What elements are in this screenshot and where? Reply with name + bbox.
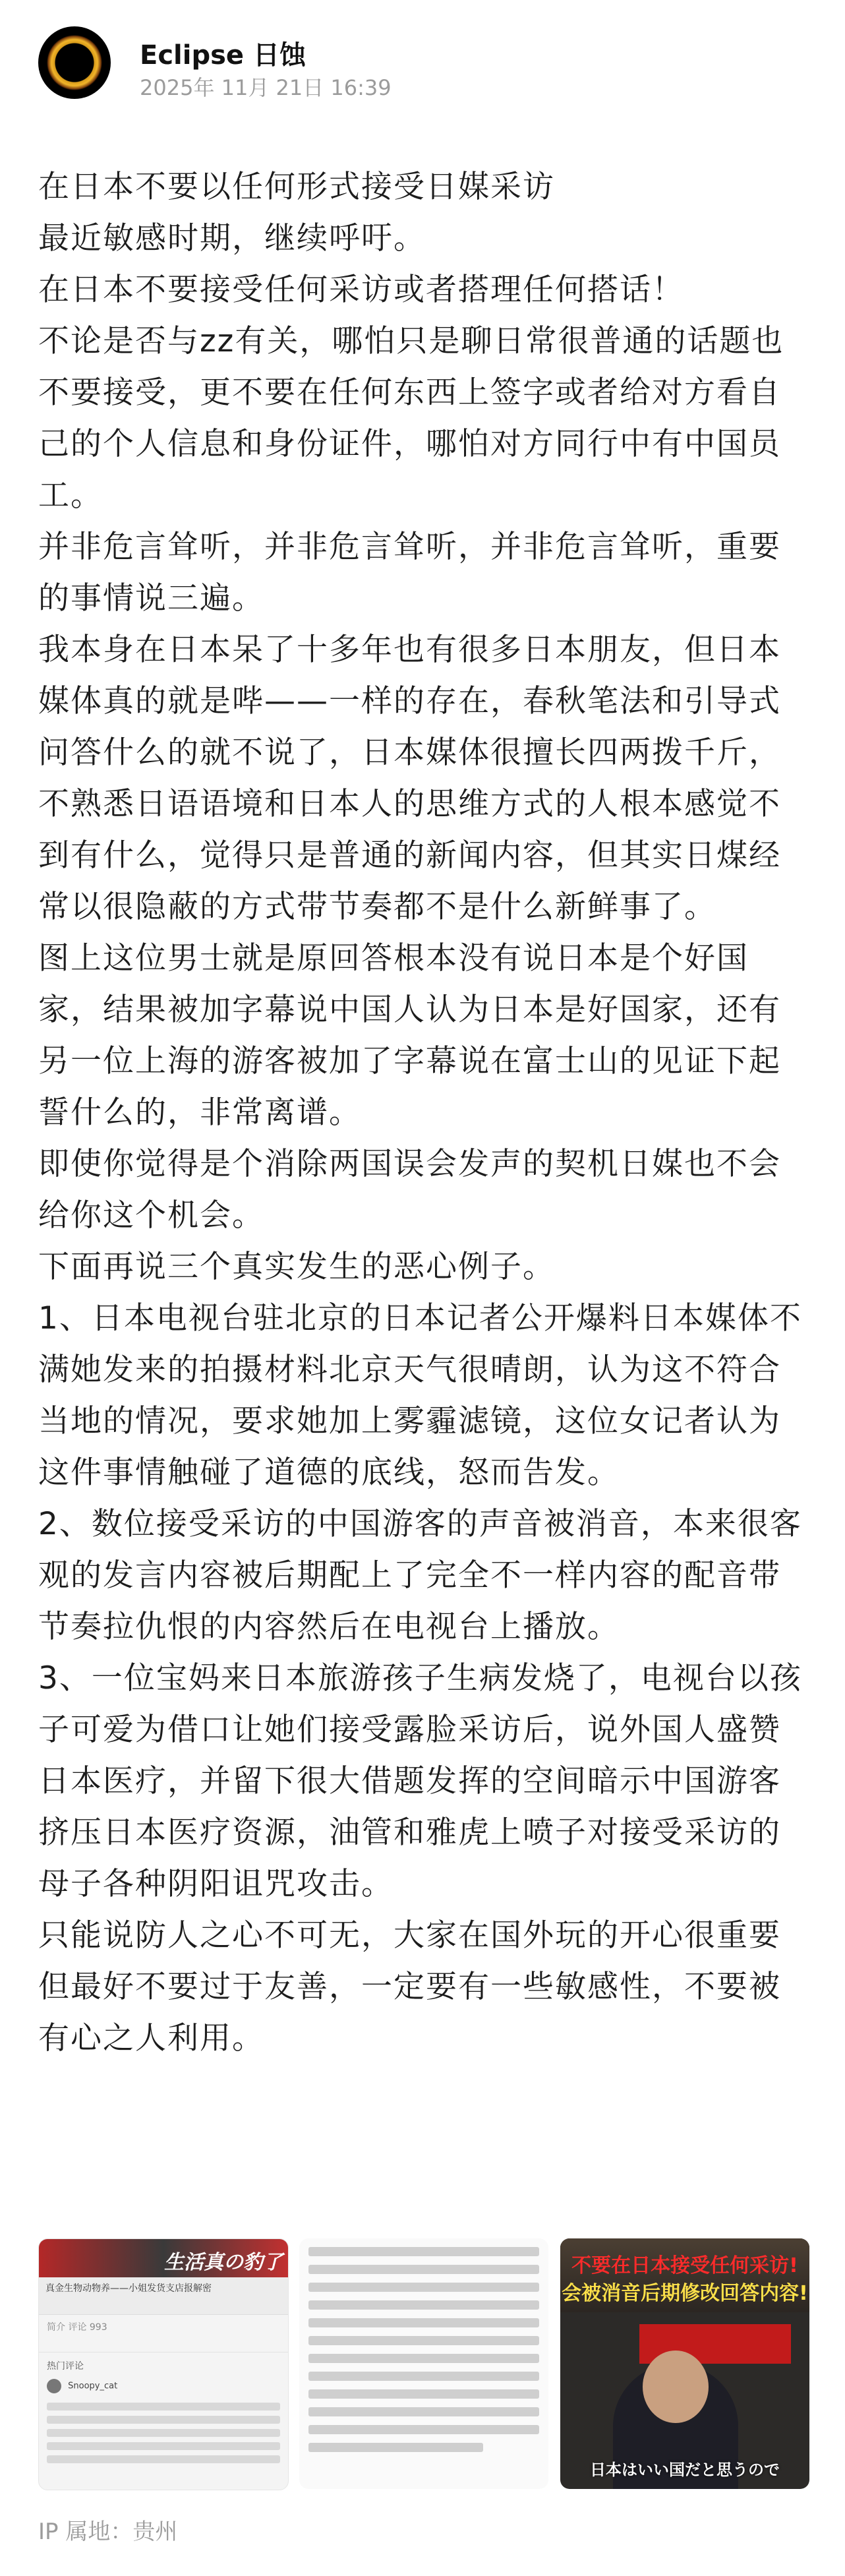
text-line: [47, 2455, 280, 2463]
comment-author: [39, 2375, 288, 2397]
post-header: [0, 0, 845, 132]
avatar-icon: [47, 2379, 61, 2393]
text-line: [308, 2247, 539, 2256]
paragraph: 我本身在日本呆了十多年也有很多日本朋友，但日本媒体真的就是哔——一样的存在，春秋笔法和引导式问答什么的就不说了，日本媒体很擅长四两拨千斤，不熟悉日语语境和日本人的思维方式的人根本感觉不到有什么，觉得只是普通的新闻内容，但其实日煤经常以很隐蔽的方式带节奏都不是什么新鲜事了。: [38, 632, 781, 925]
post-body: [38, 162, 809, 2064]
attached-image-3[interactable]: [560, 2238, 809, 2489]
comment-tabs: 简介 评论 993: [39, 2315, 288, 2352]
attached-image-1[interactable]: [38, 2238, 289, 2490]
paragraph: 2、数位接受采访的中国游客的声音被消音，本来很客观的发言内容被后期配上了完全不一样内容的配音带节奏拉仇恨的内容然后在电视台上播放。: [38, 1506, 802, 1645]
text-line: [308, 2300, 539, 2310]
paragraph: 并非危言耸听，并非危言耸听，并非危言耸听，重要的事情说三遍。: [38, 529, 781, 616]
text-line: [47, 2429, 280, 2437]
author-name[interactable]: Eclipse 日蚀: [140, 40, 306, 71]
paragraph: 只能说防人之心不可无，大家在国外玩的开心很重要但最好不要过于友善，一定要有一些敏感性，不要被有心之人利用。: [38, 1917, 781, 2056]
paragraph: 在日本不要以任何形式接受日媒采访: [38, 169, 555, 205]
ip-location: IP 属地：贵州: [38, 2519, 178, 2545]
attached-image-2[interactable]: [299, 2238, 548, 2489]
video-title: 真金生物动物养——小姐发货支店报解密: [39, 2277, 288, 2315]
post-timestamp: 2025年 11月 21日 16:39: [140, 75, 392, 100]
paragraph: 1、日本电视台驻北京的日本记者公开爆料日本媒体不满她发来的拍摄材料北京天气很晴朗，认为这不符合当地的情况，要求她加上雾霾滤镜，这位女记者认为这件事情触碰了道德的底线，怒而告发。: [38, 1300, 802, 1491]
banner-text-2: 会被消音后期修改回答内容!: [562, 2282, 808, 2305]
text-line: [308, 2443, 483, 2452]
paragraph: 下面再说三个真实发生的恶心例子。: [38, 1249, 555, 1285]
text-line: [308, 2372, 539, 2381]
image-grid: [38, 2238, 809, 2489]
paragraph: 不论是否与zz有关，哪怕只是聊日常很普通的话题也不要接受，更不要在任何东西上签字或者给对方看自己的个人信息和身份证件，哪怕对方同行中有中国员工。: [38, 323, 784, 514]
text-line: [308, 2425, 539, 2434]
video-frame: [39, 2239, 288, 2277]
text-line: [308, 2407, 539, 2416]
text-line: [308, 2336, 539, 2345]
video-caption: 生活真の豹了: [164, 2251, 283, 2274]
text-line: [308, 2265, 539, 2274]
text-line: [47, 2403, 280, 2411]
commenter-name: Snoopy_cat: [68, 2381, 118, 2391]
paragraph: 即使你觉得是个消除两国误会发声的契机日媒也不会给你这个机会。: [38, 1146, 781, 1234]
banner-text-1: 不要在日本接受任何采访!: [571, 2254, 798, 2277]
text-line: [308, 2389, 539, 2399]
text-line: [47, 2442, 280, 2450]
paragraph: 最近敏感时期，继续呼吁。: [38, 220, 426, 256]
text-line: [308, 2318, 539, 2327]
avatar[interactable]: [38, 26, 111, 99]
hot-comments-label: 热门评论: [47, 2361, 84, 2372]
text-line: [47, 2416, 280, 2424]
eclipse-logo-icon: [47, 35, 102, 90]
video-subtitle: 日本はいい国だと思うので: [590, 2461, 780, 2479]
text-line: [308, 2354, 539, 2363]
person-face: [643, 2351, 709, 2423]
paragraph: 在日本不要接受任何采访或者搭理任何搭话！: [38, 272, 684, 308]
paragraph: 3、一位宝妈来日本旅游孩子生病发烧了，电视台以孩子可爱为借口让她们接受露脸采访后，说外国人盛赞日本医疗，并留下很大借题发挥的空间暗示中国游客挤压日本医疗资源，油管和雅虎上喷子对接受采访的母子各种阴阳诅咒攻击。: [38, 1660, 802, 1902]
paragraph: 图上这位男士就是原回答根本没有说日本是个好国家，结果被加字幕说中国人认为日本是好国家，还有另一位上海的游客被加了字幕说在富士山的见证下起誓什么的，非常离谱。: [38, 940, 781, 1131]
text-line: [308, 2283, 539, 2292]
